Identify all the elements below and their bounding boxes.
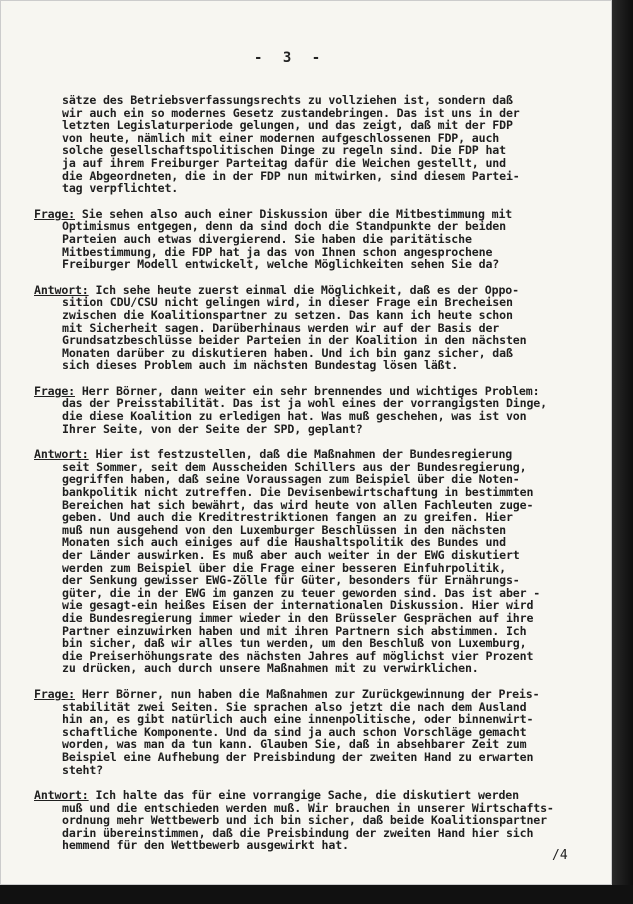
text-line: ja auf ihrem Freiburger Parteitag dafür die Weichen gestellt, und — [62, 155, 506, 170]
text-line: Ich halte das für eine vorrangige Sache, die diskutiert werden — [88, 788, 519, 803]
text-line: Ihrer Seite, von der Seite der SPD, geplant? — [62, 421, 363, 436]
text-line: sätze des Betriebsverfassungsrechts zu vollziehen ist, sondern daß — [62, 93, 513, 107]
scan-edge-bottom — [0, 885, 633, 904]
document-body — [34, 94, 594, 865]
page-number: - 3 - — [254, 50, 327, 66]
question-paragraph — [34, 208, 594, 271]
question-paragraph — [34, 688, 594, 776]
answer-label: Antwort: — [34, 282, 89, 297]
text-line: Optimismus entgegen, denn da sind doch die Standpunkte der beiden — [62, 219, 506, 234]
text-line: sich dieses Problem auch im nächsten Bundestag lösen läßt. — [62, 358, 459, 373]
question-paragraph — [34, 385, 594, 435]
answer-paragraph — [34, 789, 594, 852]
question-label: Frage: — [34, 686, 75, 701]
text-line: der Senkung gewisser EWG-Zölle für Güter, besonders für Ernährungs- — [62, 573, 520, 588]
text-line: stabilität zwei Seiten. Sie sprachen also jetzt die nach dem Ausland — [62, 699, 527, 714]
text-line: die diese Koalition zu erledigen hat. Was muß geschehen, was ist von — [62, 409, 527, 424]
text-line: wir auch ein so modernes Gesetz zustandebringen. Das ist uns in der — [62, 105, 520, 120]
text-line: Bereichen hat sich bewährt, das wird heute von allen Fachleuten zuge- — [62, 497, 534, 512]
text-line: muß und die entschieden werden muß. Wir brauchen in unserer Wirtschafts- — [62, 800, 554, 815]
text-line: darin übereinstimmen, daß die Preisbindung der zweiten Hand hier sich — [62, 825, 534, 840]
text-line: ordnung mehr Wettbewerb und ich bin sicher, daß beide Koalitionspartner — [62, 813, 547, 828]
text-line: die Bundesregierung immer wieder in den Brüsseler Gesprächen auf ihre — [62, 610, 534, 625]
text-line: steht? — [62, 762, 103, 777]
scan-edge-right — [612, 0, 633, 904]
text-line: Monaten darüber zu diskutieren haben. Und ich bin ganz sicher, daß — [62, 345, 513, 360]
text-line: die Preiserhöhungsrate des nächsten Jahres auf möglichst vier Prozent — [62, 648, 534, 663]
text-line: sition CDU/CSU nicht gelingen wird, in dieser Frage ein Brecheisen — [62, 295, 513, 310]
text-line: das der Preisstabilität. Das ist ja wohl eines der vorrangigsten Dinge, — [62, 396, 547, 411]
text-line: gegriffen haben, daß seine Voraussagen zum Beispiel über die Noten- — [62, 472, 520, 487]
text-line: worden, was man da tun kann. Glauben Sie, daß in absehbarer Zeit zum — [62, 737, 527, 752]
text-line: Herr Börner, dann weiter ein sehr brennendes und wichtiges Problem: — [74, 383, 540, 398]
answer-label: Antwort: — [34, 447, 89, 462]
text-line: Sie sehen also auch einer Diskussion über die Mitbestimmung mit — [74, 206, 513, 221]
text-line: wie gesagt-ein heißes Eisen der internationalen Diskussion. Hier wird — [62, 598, 534, 613]
text-line: bankpolitik nicht zutreffen. Die Devisenbewirtschaftung in bestimmten — [62, 485, 534, 500]
text-line: werden zum Beispiel über die Frage einer besseren Einfuhrpolitik, — [62, 560, 506, 575]
answer-paragraph — [34, 448, 594, 675]
text-line: die Abgeordneten, die in der FDP nun mitwirken, sind diesem Partei- — [62, 168, 520, 183]
text-line: muß nun ausgehend von den Luxemburger Beschlüssen in den nächsten — [62, 522, 506, 537]
text-line: zwischen die Koalitionspartner zu setzen. Das kann ich heute schon — [62, 307, 513, 322]
text-line: mit Sicherheit sagen. Darüberhinaus werden wir auf der Basis der — [62, 320, 500, 335]
text-line: Ich sehe heute zuerst einmal die Möglichkeit, daß es der Oppo- — [88, 282, 519, 297]
text-line: Grundsatzbeschlüsse beider Parteien in der Koalition in den nächsten — [62, 333, 527, 348]
text-line: Beispiel eine Aufhebung der Preisbindung der zweiten Hand zu erwarten — [62, 749, 534, 764]
answer-paragraph — [34, 284, 594, 372]
answer-label: Antwort: — [34, 788, 89, 803]
text-line: schaftliche Komponente. Und da sind ja auch schon Vorschläge gemacht — [62, 724, 527, 739]
text-line: Freiburger Modell entwickelt, welche Möglichkeiten sehen Sie da? — [62, 257, 500, 272]
text-line: hemmend für den Wettbewerb ausgewirkt hat. — [62, 838, 349, 853]
text-line: hin an, es gibt natürlich auch eine innenpolitische, oder binnenwirt- — [62, 712, 534, 727]
text-line: geben. Und auch die Kreditrestriktionen fangen an zu greifen. Hier — [62, 510, 513, 525]
paragraph-continuation — [34, 94, 594, 195]
text-line: Partner einzuwirken haben und mit ihren Partnern sich abstimmen. Ich — [62, 623, 527, 638]
text-line: von heute, nämlich mit einer modernen aufgeschlossenen FDP, auch — [62, 130, 500, 145]
text-line: solche gesellschaftspolitischen Dinge zu regeln sind. Die FDP hat — [62, 143, 506, 158]
text-line: güter, die in der EWG im ganzen zu teuer geworden sind. Das ist aber - — [62, 585, 541, 600]
text-line: seit Sommer, seit dem Ausscheiden Schillers aus der Bundesregierung, — [62, 459, 527, 474]
text-line: letzten Legislaturperiode gelungen, und das zeigt, daß mit der FDP — [62, 118, 513, 133]
text-line: der Länder auswirken. Es muß aber auch weiter in der EWG diskutiert — [62, 548, 520, 562]
text-line: tag verpflichtet. — [62, 181, 179, 196]
text-line: Monaten sich auch einiges auf die Haushaltspolitik des Bundes und — [62, 535, 506, 550]
question-label: Frage: — [34, 383, 75, 398]
question-label: Frage: — [34, 206, 75, 221]
text-line: zu drücken, auch durch unsere Maßnahmen mit zu verwirklichen. — [62, 661, 479, 676]
continuation-page-ref: /4 — [552, 848, 568, 863]
text-line: Hier ist festzustellen, daß die Maßnahmen der Bundesregierung — [88, 447, 513, 462]
text-line: Mitbestimmung, die FDP hat ja das von Ihnen schon angesprochene — [62, 244, 493, 259]
text-line: bin sicher, daß wir alles tun werden, um den Beschluß von Luxemburg, — [62, 636, 527, 651]
text-line: Parteien auch etwas divergierend. Sie haben die paritätische — [62, 231, 472, 246]
text-line: Herr Börner, nun haben die Maßnahmen zur Zurückgewinnung der Preis- — [74, 686, 540, 701]
